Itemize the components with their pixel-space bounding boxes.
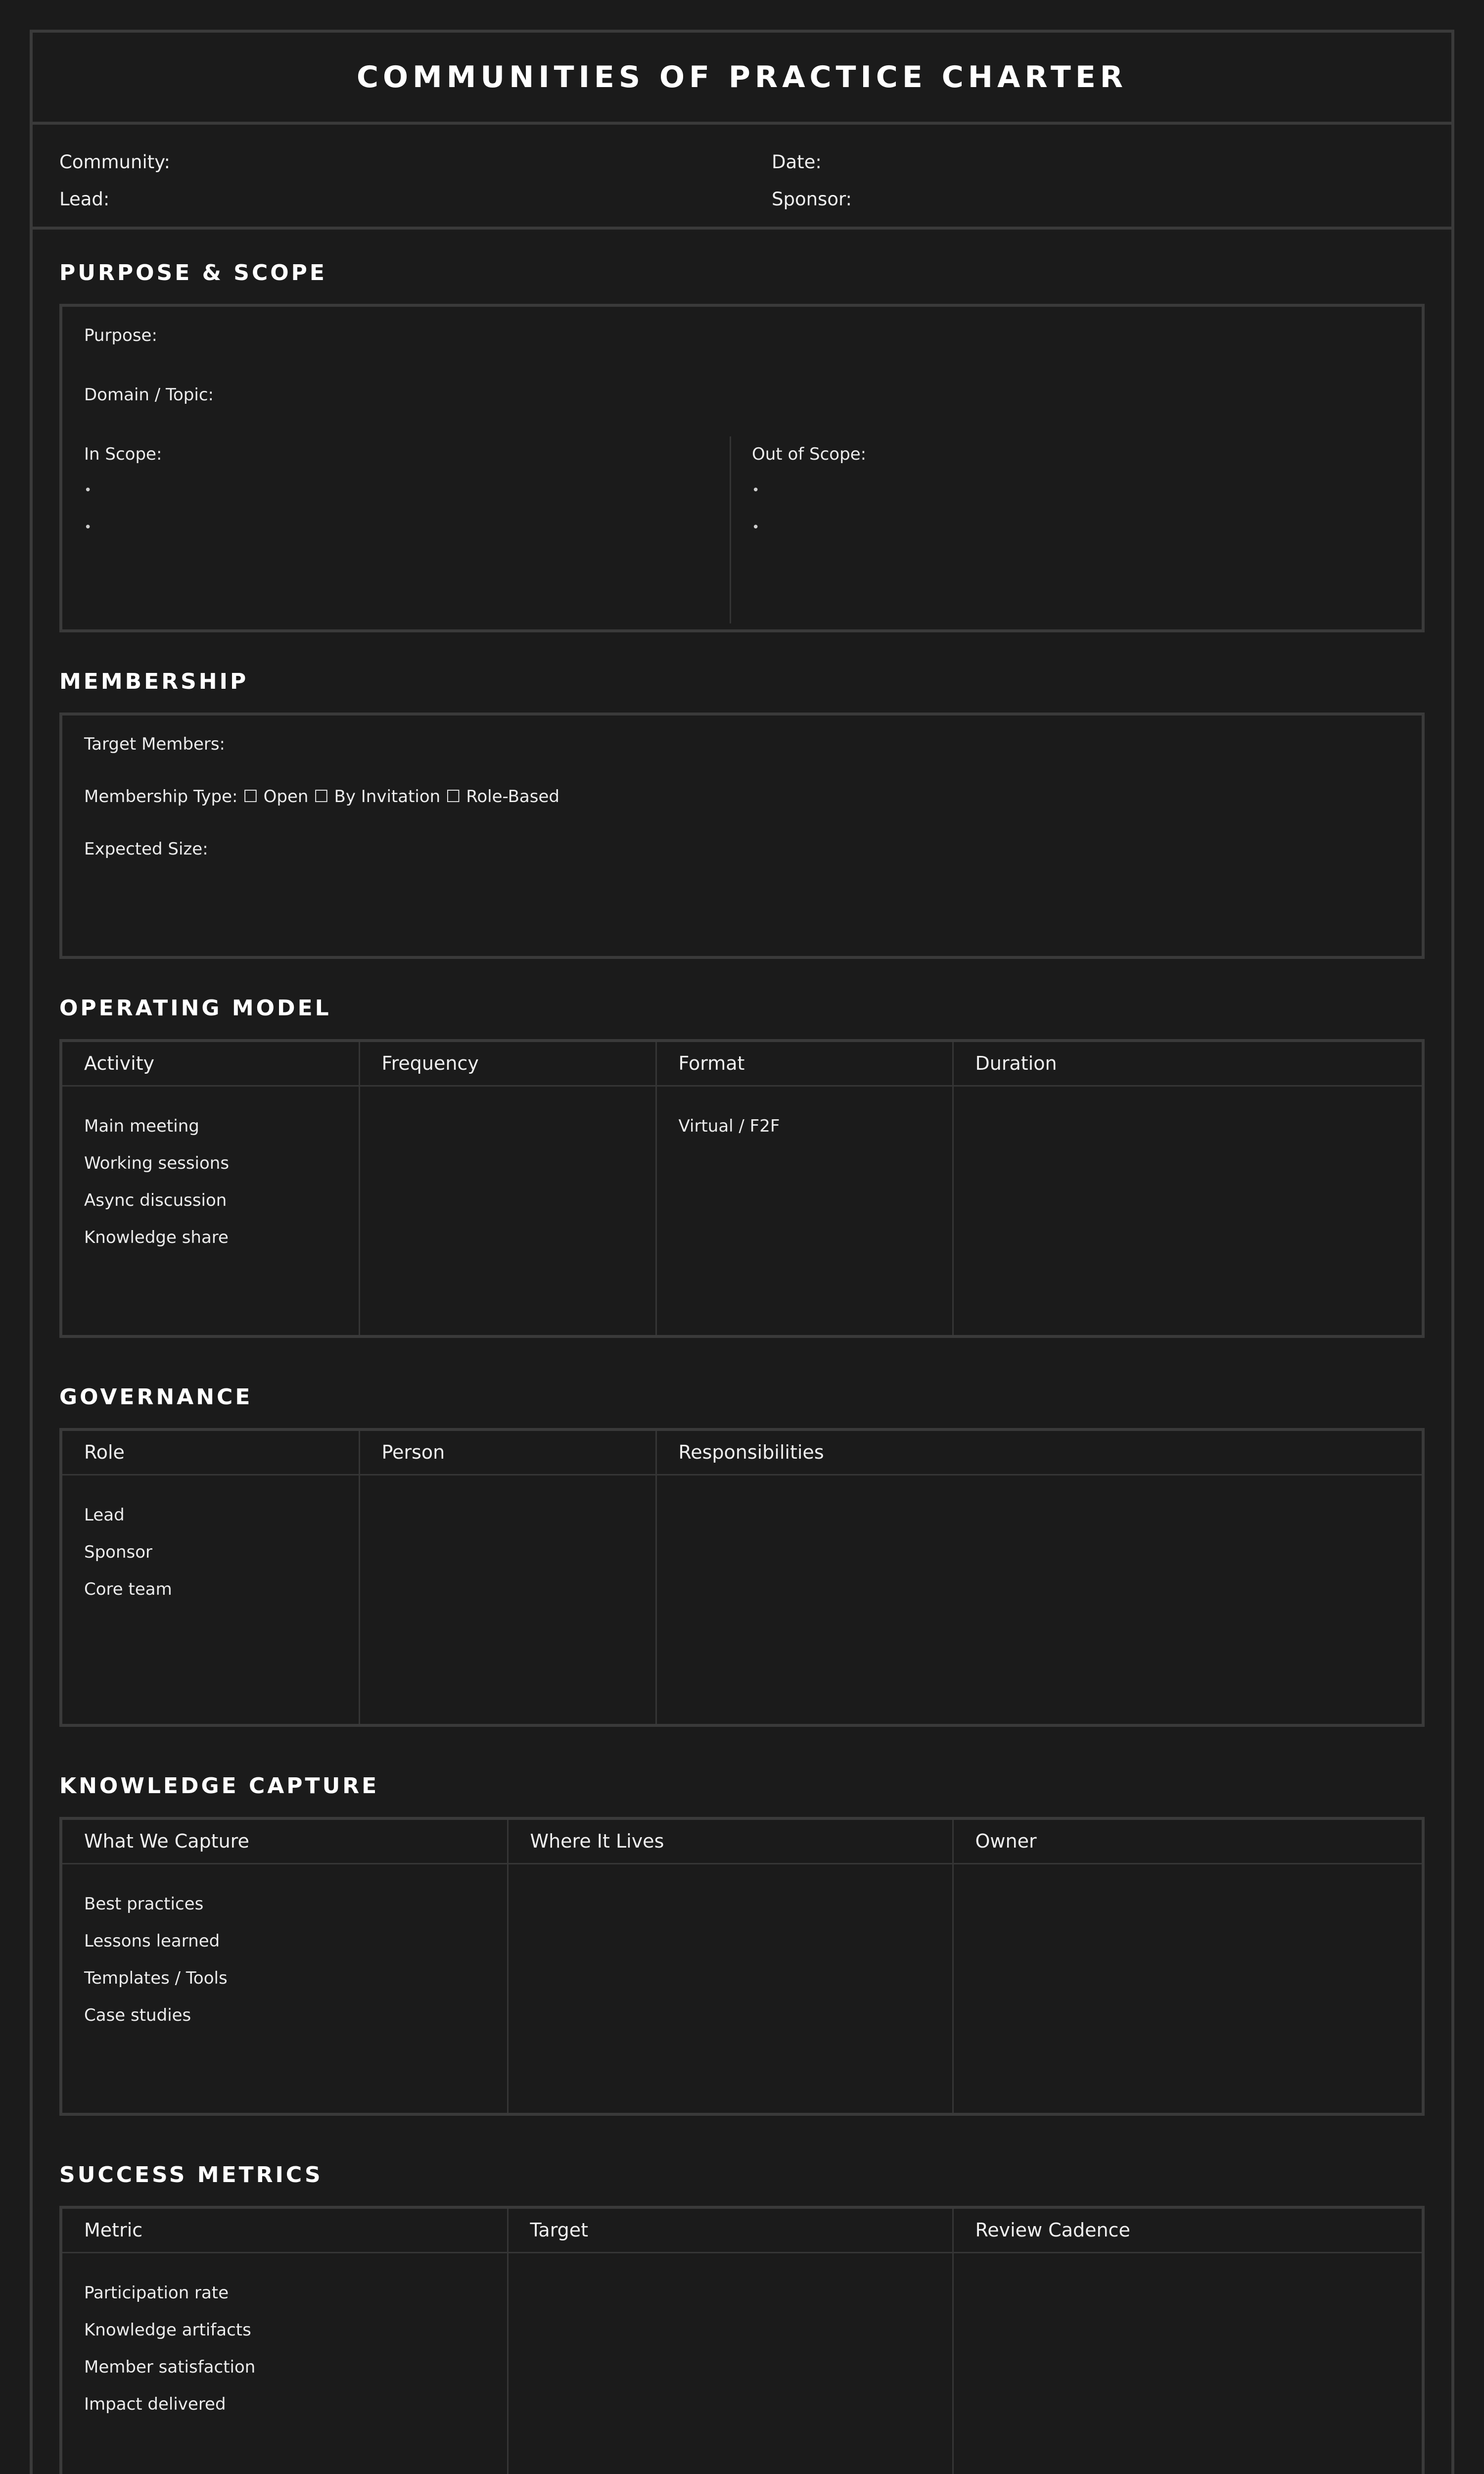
- column-header: Owner: [953, 1820, 1422, 1863]
- column-header: Where It Lives: [508, 1820, 953, 1863]
- owner-cell[interactable]: [953, 1863, 1422, 2113]
- out-of-scope-label: Out of Scope:: [752, 444, 867, 464]
- frequency-cell[interactable]: [359, 1086, 656, 1335]
- knowledge-capture-table: [59, 1817, 1425, 2116]
- format-value: Virtual / F2F: [678, 1116, 780, 1136]
- column-header: Duration: [953, 1042, 1422, 1086]
- sponsor-field[interactable]: Sponsor:: [772, 189, 852, 210]
- role-cell: [62, 1475, 359, 1724]
- capture-item: Lessons learned: [84, 1931, 220, 1951]
- format-cell[interactable]: [656, 1086, 953, 1335]
- column-header: Target: [508, 2209, 953, 2252]
- scope-divider: [730, 436, 731, 623]
- table-body-row: [62, 2252, 1422, 2474]
- capture-item: Best practices: [84, 1894, 204, 1914]
- review-cadence-cell[interactable]: [953, 2252, 1422, 2474]
- title-bar: [33, 33, 1451, 125]
- governance-heading: GOVERNANCE: [59, 1384, 253, 1410]
- activity-cell: [62, 1086, 359, 1335]
- capture-item: Templates / Tools: [84, 1968, 228, 1988]
- table-body-row: [62, 1475, 1422, 1724]
- metric-item: Member satisfaction: [84, 2357, 256, 2377]
- table-header-row: [62, 1431, 1422, 1475]
- target-cell[interactable]: [508, 2252, 953, 2474]
- table-header-row: [62, 2209, 1422, 2252]
- membership-box: [59, 713, 1425, 959]
- metric-cell: [62, 2252, 508, 2474]
- domain-topic-field[interactable]: Domain / Topic:: [84, 385, 214, 405]
- success-metrics-table: [59, 2206, 1425, 2474]
- membership-heading: MEMBERSHIP: [59, 669, 249, 694]
- table-header-row: [62, 1820, 1422, 1863]
- page-title: COMMUNITIES OF PRACTICE CHARTER: [356, 60, 1128, 95]
- column-header: Frequency: [359, 1042, 656, 1086]
- in-scope-label: In Scope:: [84, 444, 162, 464]
- column-header: Person: [359, 1431, 656, 1475]
- role-item: Sponsor: [84, 1542, 153, 1562]
- table-body-row: [62, 1086, 1422, 1335]
- capture-item: Case studies: [84, 2005, 191, 2025]
- purpose-scope-box: [59, 304, 1425, 632]
- success-metrics-heading: SUCCESS METRICS: [59, 2162, 323, 2188]
- in-scope-bullet: •: [84, 483, 92, 498]
- activity-item: Knowledge share: [84, 1227, 229, 1247]
- activity-item: Working sessions: [84, 1153, 230, 1173]
- activity-item: Async discussion: [84, 1190, 227, 1210]
- governance-table: [59, 1428, 1425, 1727]
- purpose-field[interactable]: Purpose:: [84, 326, 157, 345]
- metric-item: Knowledge artifacts: [84, 2320, 251, 2340]
- meta-fields: [33, 125, 1451, 230]
- role-item: Core team: [84, 1579, 172, 1599]
- table-header-row: [62, 1042, 1422, 1086]
- column-header: Format: [656, 1042, 953, 1086]
- role-item: Lead: [84, 1505, 125, 1525]
- community-field[interactable]: Community:: [59, 151, 170, 173]
- charter-frame: [30, 30, 1454, 2474]
- purpose-scope-heading: PURPOSE & SCOPE: [59, 260, 327, 285]
- date-field[interactable]: Date:: [772, 151, 822, 173]
- out-scope-bullet: •: [752, 520, 760, 535]
- column-header: Role: [62, 1431, 359, 1475]
- capture-cell: [62, 1863, 508, 2113]
- operating-model-table: [59, 1039, 1425, 1338]
- target-members-field[interactable]: Target Members:: [84, 734, 226, 754]
- column-header: Activity: [62, 1042, 359, 1086]
- where-it-lives-cell[interactable]: [508, 1863, 953, 2113]
- lead-field[interactable]: Lead:: [59, 189, 110, 210]
- operating-model-heading: OPERATING MODEL: [59, 996, 331, 1021]
- in-scope-bullet: •: [84, 520, 92, 535]
- metric-item: Impact delivered: [84, 2394, 226, 2414]
- membership-type-options[interactable]: Membership Type: ☐ Open ☐ By Invitation ☐ Role-Based: [84, 787, 559, 807]
- duration-cell[interactable]: [953, 1086, 1422, 1335]
- responsibilities-cell[interactable]: [656, 1475, 1422, 1724]
- person-cell[interactable]: [359, 1475, 656, 1724]
- column-header: Metric: [62, 2209, 508, 2252]
- table-body-row: [62, 1863, 1422, 2113]
- column-header: What We Capture: [62, 1820, 508, 1863]
- metric-item: Participation rate: [84, 2283, 229, 2303]
- knowledge-capture-heading: KNOWLEDGE CAPTURE: [59, 1773, 379, 1799]
- column-header: Review Cadence: [953, 2209, 1422, 2252]
- column-header: Responsibilities: [656, 1431, 1422, 1475]
- activity-item: Main meeting: [84, 1116, 199, 1136]
- out-scope-bullet: •: [752, 483, 760, 498]
- expected-size-field[interactable]: Expected Size:: [84, 839, 208, 859]
